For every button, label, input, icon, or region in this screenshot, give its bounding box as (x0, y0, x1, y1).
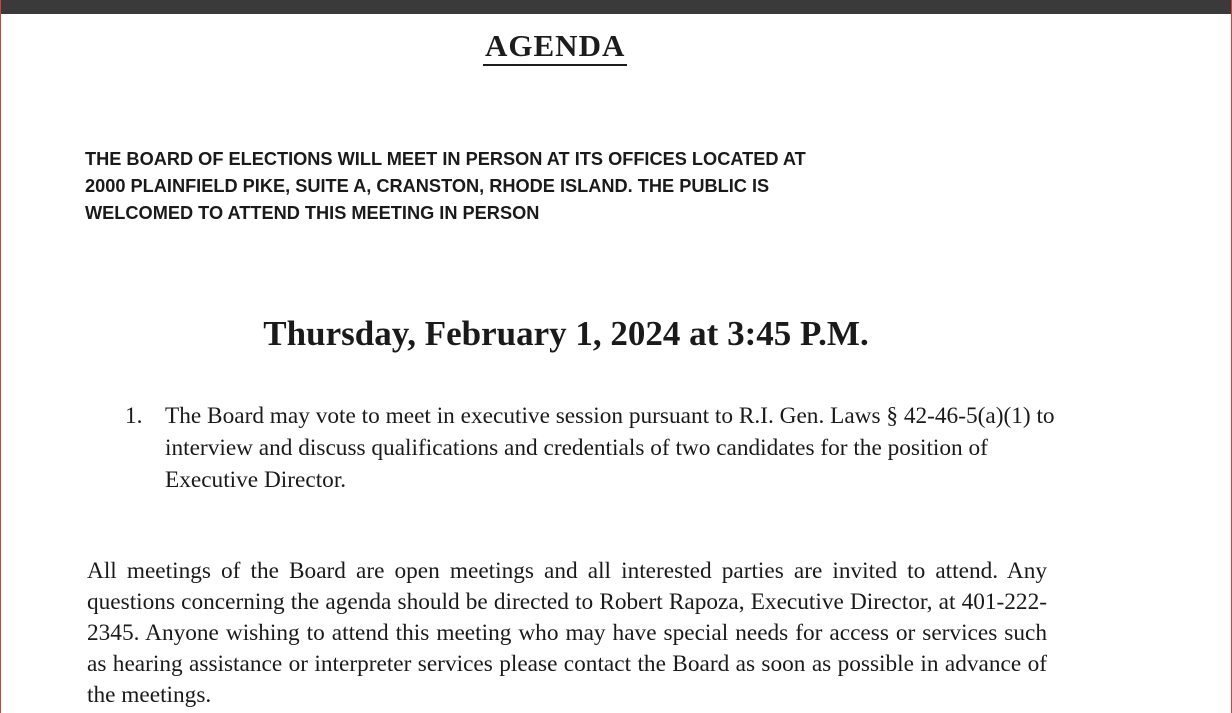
meeting-date-heading: Thursday, February 1, 2024 at 3:45 P.M. (263, 314, 869, 353)
agenda-item (125, 400, 1065, 496)
notice-line: THE BOARD OF ELECTIONS WILL MEET IN PERSON AT ITS OFFICES LOCATED AT (85, 149, 806, 169)
meeting-location-notice (85, 146, 985, 227)
window-top-bar (1, 0, 1232, 14)
notice-line: 2000 PLAINFIELD PIKE, SUITE A, CRANSTON, RHODE ISLAND. THE PUBLIC IS (85, 176, 770, 196)
agenda-item-number: 1. (125, 403, 143, 429)
agenda-item-list (125, 400, 1065, 496)
agenda-item-text: The Board may vote to meet in executive session pursuant to R.I. Gen. Laws § 42-46-5(a)(1) to interview and discuss qualifications and credentials of two candidates for the position of Executive Director. (165, 403, 1055, 493)
agenda-title: AGENDA (483, 28, 627, 66)
public-meeting-notice: All meetings of the Board are open meetings and all interested parties are invited to attend. Any questions concerning the agenda should be directed to Robert Rapoza, Executive Director, at 401-222-2345. Anyone wishing to attend this meeting who may have special needs for access or services such as hearing assistance or interpreter services please contact the Board as soon as possible in advance of the meetings. (87, 558, 1047, 708)
notice-line: WELCOMED TO ATTEND THIS MEETING IN PERSON (85, 203, 540, 223)
